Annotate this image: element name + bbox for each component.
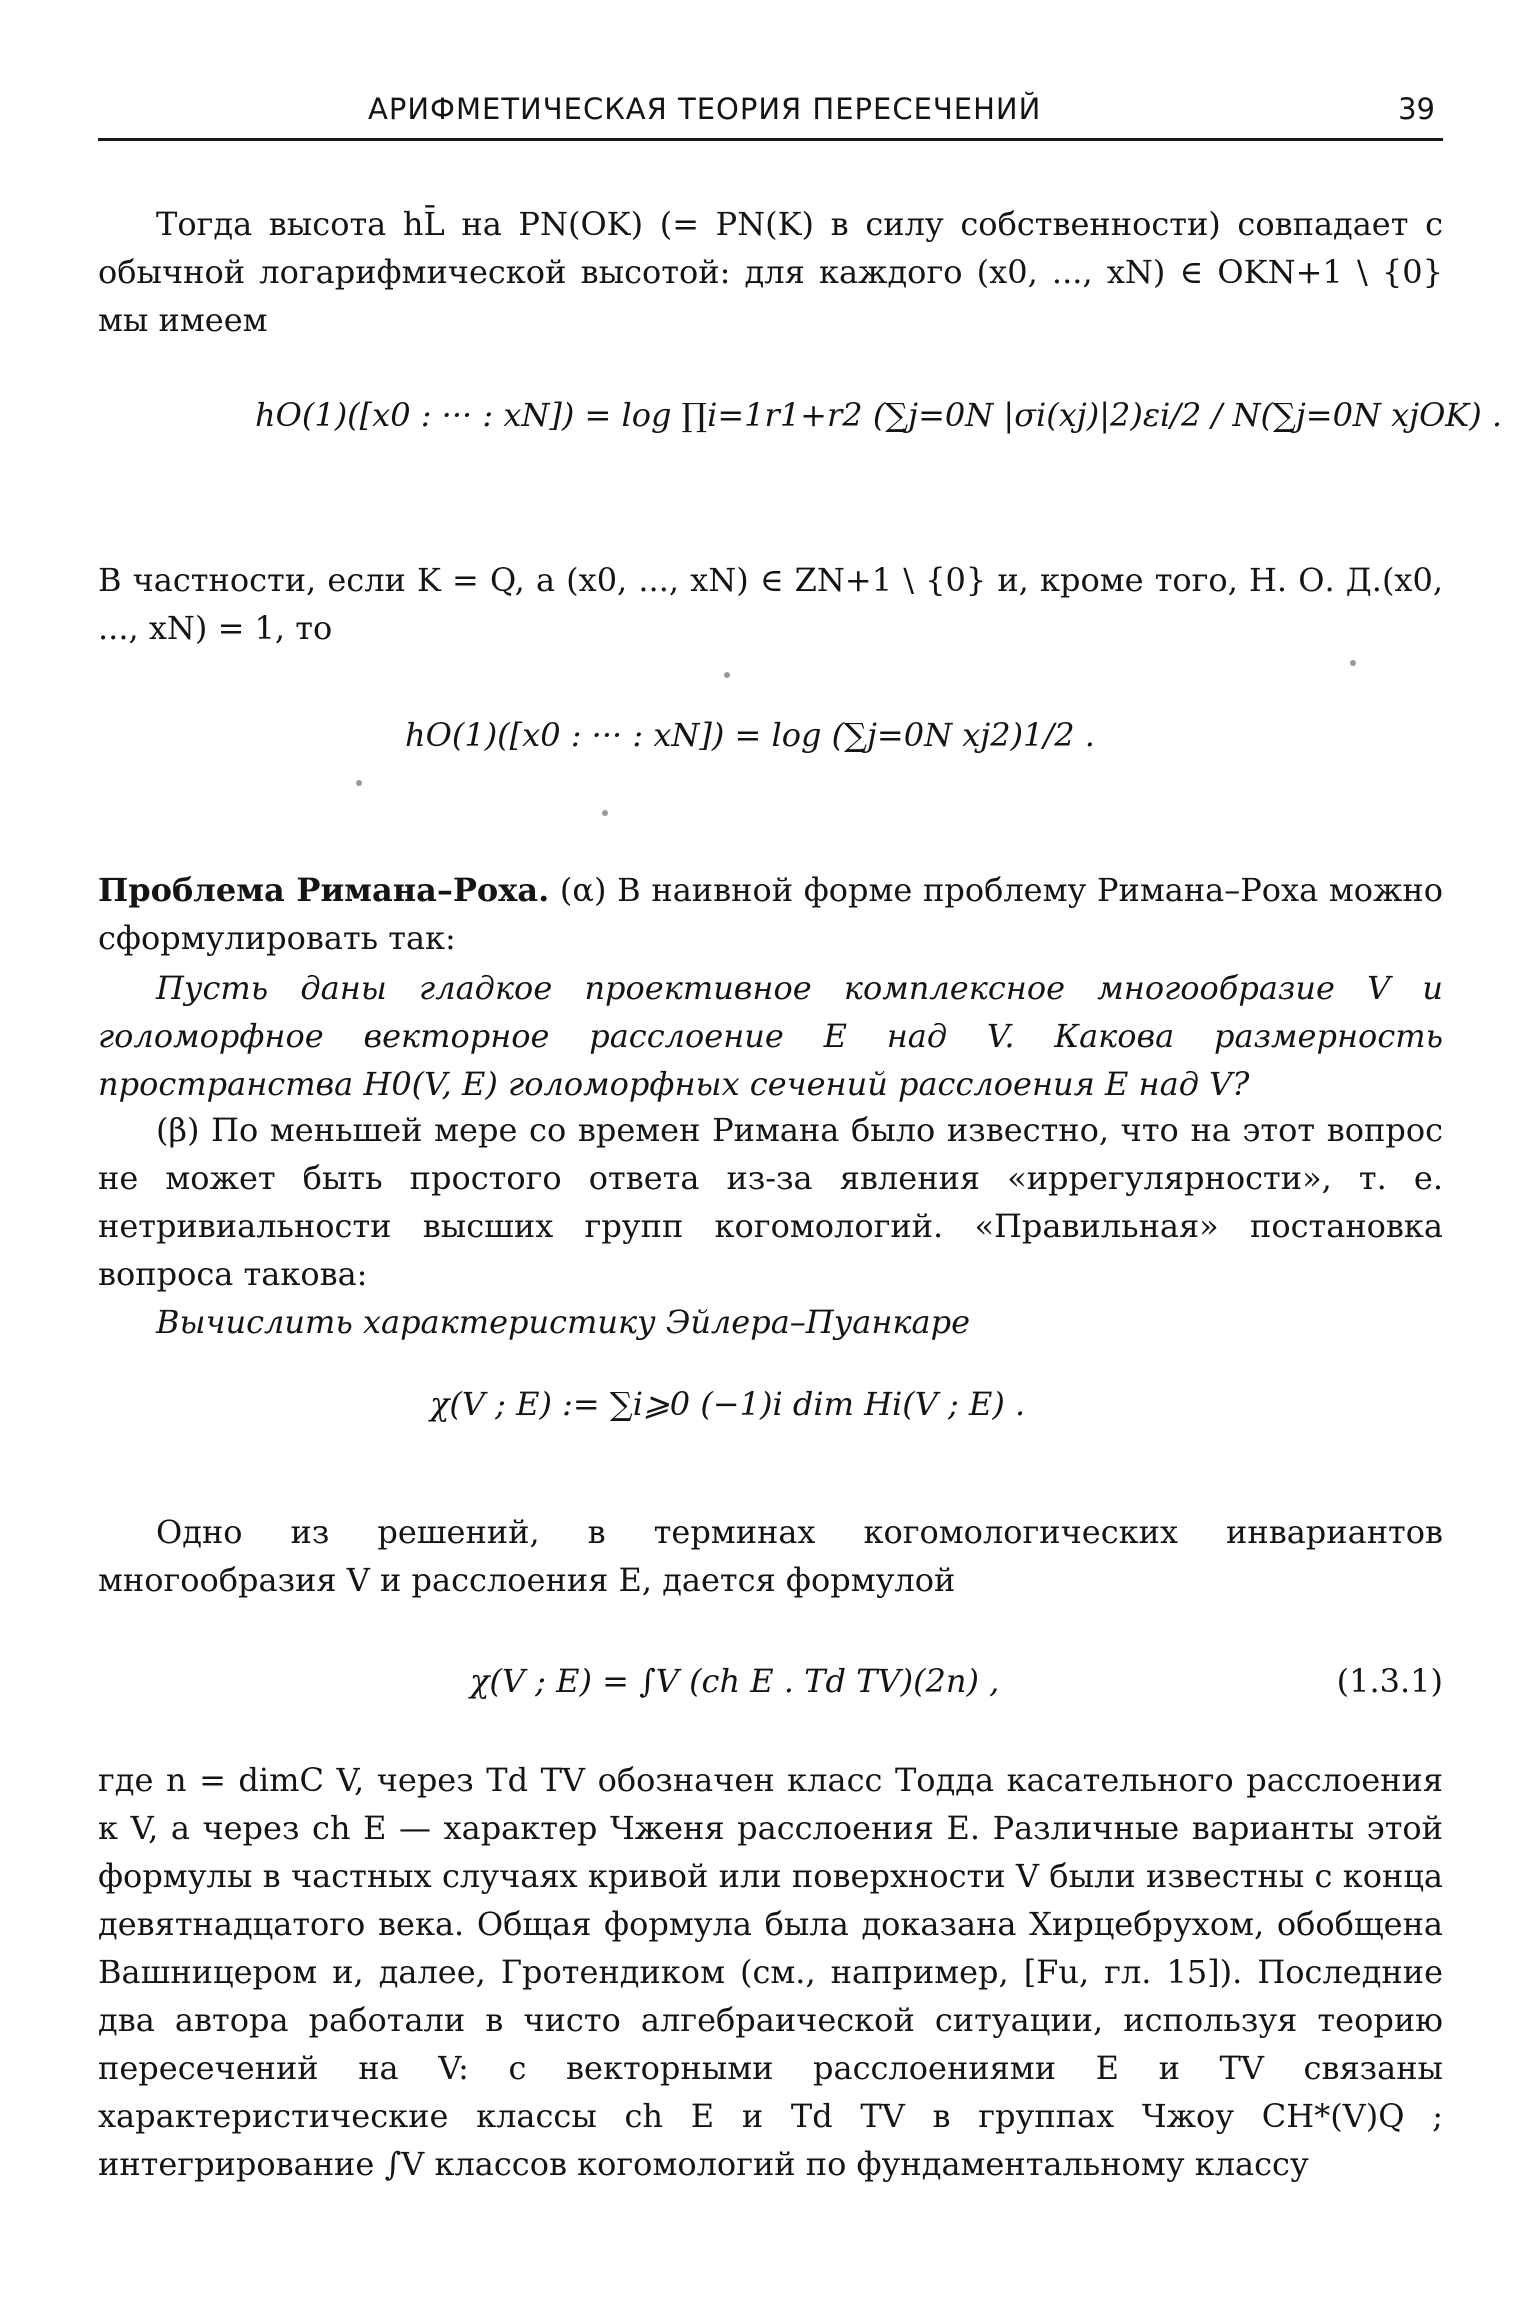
paragraph-irregularity: (β) По меньшей мере со времен Римана было известно, что на этот вопрос не может быть простого ответа из-за явления «иррегулярности», т. е. нетривиальности высших групп когомологий. «Правильная» постановка вопроса такова: xyxy=(98,1111,1443,1293)
running-title: АРИФМЕТИЧЕСКАЯ ТЕОРИЯ ПЕРЕСЕЧЕНИЙ xyxy=(368,92,1042,126)
paragraph-height-definition: Тогда высота hL̄ на PN(OK) (= PN(K) в силу собственности) совпадает с обычной логарифмической высотой: для каждого (x0, ..., xN) ∈ OKN+1 \ {0} мы имеем xyxy=(98,205,1444,339)
formula-number-label: (1.3.1) xyxy=(1336,1662,1443,1700)
scan-smudge xyxy=(724,672,730,678)
paragraph-todd-chern: где n = dimC V, через Td TV обозначен класс Тодда касательного расслоения к V, а через ch E — характер Чженя расслоения E. Различные варианты этой формулы в частных случаях кривой или поверхности V были известны с конца девятнадцатого века. Общая формула была доказана Хирцебрухом, обобщена Вашницером и, далее, Гротендиком (см., например, [Fu, гл. 15]). Последние два автора работали в чисто алгебраической ситуации, используя теорию пересечений на V: с векторными расслоениями E и TV связаны характеристические классы ch E и Td TV в группах Чжоу CH*(V)Q ; интегрирование ∫V классов когомологий по фундаментальному классу xyxy=(98,1761,1444,2183)
formula-height-rational: hO(1)([x0 : ··· : xN]) = log (∑j=0N xj2)1/2 . xyxy=(405,716,1095,754)
paragraph-rational-case: В частности, если K = Q, а (x0, ..., xN) ∈ ZN+1 \ {0} и, кроме того, Н. О. Д.(x0, ..., xN) = 1, то xyxy=(98,561,1443,647)
scan-smudge xyxy=(356,780,362,786)
formula-hrr: χ(V ; E) = ∫V (ch E . Td TV)(2n) , xyxy=(470,1662,1000,1700)
section-title: Проблема Римана–Роха. xyxy=(98,871,550,909)
paragraph-question-italic: Пусть даны гладкое проективное комплексное многообразие V и голоморфное векторное расслоение E над V. Какова размерность пространства H0(V, E) голоморфных сечений расслоения E над V? xyxy=(98,969,1443,1103)
page-number: 39 xyxy=(1398,92,1435,126)
formula-euler-characteristic: χ(V ; E) := ∑i⩾0 (−1)i dim Hi(V ; E) . xyxy=(430,1385,1026,1423)
paragraph-riemann-roch-naive xyxy=(98,866,1443,962)
formula-height-logarithmic: hO(1)([x0 : ··· : xN]) = log ∏i=1r1+r2 (∑j=0N |σi(xj)|2)εi/2 / N(∑j=0N xjOK) . xyxy=(255,396,1503,434)
paragraph-alpha-text: (α) В наивной форме проблему Римана–Роха можно сформулировать так: xyxy=(98,871,1444,957)
paragraph-solution-intro: Одно из решений, в терминах когомологических инвариантов многообразия V и расслоения E, дается формулой xyxy=(98,1513,1443,1599)
running-header xyxy=(98,88,1443,141)
paragraph-compute-euler: Вычислить характеристику Эйлера–Пуанкаре xyxy=(156,1303,971,1341)
scan-smudge xyxy=(1350,660,1356,666)
scan-smudge xyxy=(602,810,608,816)
